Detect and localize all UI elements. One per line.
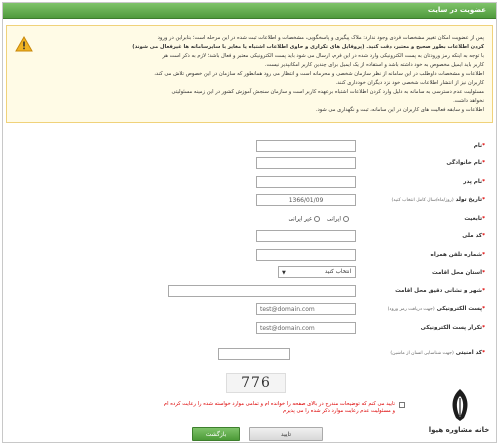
notice-line: پس از عضویت امکان تغییر مشخصات فردی وجود ندارد: ملاک پیگیری و پاسخگویی، مشخصات و اطلاعات ثبت شده در این مرحله است؛ بنابراین در ورود	[157, 35, 484, 41]
address-label: *شهر و نشانی دقیق محل اقامت	[395, 288, 485, 294]
birth-date-label: *تاریخ تولد (روز/ماه/سال کامل انتخاب کنید)	[391, 197, 485, 203]
security-code-label: *کد امنیتی (جهت شناسایی انسان از ماشین)	[390, 350, 485, 356]
notice-line: مسئولیت عدم دسترسی به سامانه به دلیل وارد کردن اطلاعات اشتباه برعهده کاربر است و سازمان سنجش آموزش کشور در این زمینه مسئولیتی	[171, 89, 484, 95]
brand-logo	[420, 388, 498, 444]
agreement-text	[95, 401, 395, 415]
notice-box	[6, 25, 493, 123]
agreement-line: و مسئولیت عدم رعایت موارد ذکر شده را می پذیرم	[283, 408, 395, 414]
notice-line: کاربران نیز از انتشار اطلاعات شخصی خود نزد دیگران خودداری کنند.	[335, 80, 484, 86]
national-code-input[interactable]	[256, 230, 356, 242]
mobile-label: *شماره تلفن همراه	[430, 252, 485, 258]
province-label: *استان محل اقامت	[432, 270, 485, 276]
father-name-label: *نام پدر	[463, 179, 485, 185]
national-code-label: *کد ملی	[462, 233, 485, 239]
pen-nib-icon	[448, 388, 472, 422]
notice-line: اطلاعات و مشخصات داوطلب در این سامانه از نظر سازمان شخصی و محرمانه است و انتظار می رود همانطور که سازمان در این خصوص تلاش می کند،	[154, 71, 484, 77]
province-selected: انتخاب کنید	[324, 269, 351, 275]
email-confirm-label: *تکرار پست الکترونیکی	[420, 325, 485, 331]
notice-line: کردن اطلاعات بطور صحیح و معتبر، دقت کنید. (پروفایل های تکراری و حاوی اطلاعات اشتباه یا مغایر با سایرسامانه ها غیرفعال می شوند)	[132, 44, 484, 50]
province-select[interactable]	[278, 266, 356, 278]
email-confirm-input[interactable]: test@domain.com	[256, 322, 356, 334]
captcha-image: 776	[226, 373, 286, 393]
agreement-checkbox[interactable]	[399, 402, 405, 408]
nationality-options	[288, 216, 349, 223]
warning-icon	[15, 36, 33, 52]
panel-title: عضویت در سایت	[427, 6, 486, 14]
security-code-input[interactable]	[218, 348, 290, 360]
back-button[interactable]: بازگشت	[192, 427, 240, 441]
email-label: *پست الکترونیکی (جهت دریافت رمز ورود)	[387, 306, 485, 312]
first-name-input[interactable]	[256, 140, 356, 152]
notice-line: اطلاعات و سابقه فعالیت های کاربران در این سامانه، ثبت و نگهداری می شود.	[315, 107, 484, 113]
email-input[interactable]: test@domain.com	[256, 303, 356, 315]
last-name-input[interactable]	[256, 157, 356, 169]
panel-header	[3, 3, 496, 19]
mobile-input[interactable]	[256, 249, 356, 261]
chevron-down-icon: ▼	[282, 270, 286, 276]
agreement-line: تایید می کنم که توضیحات مندرج در بالای صفحه را خوانده ام و تمامی موارد خواسته شده را رعایت کرده ام	[163, 401, 395, 407]
radio-non-iranian[interactable]	[314, 216, 320, 222]
notice-text	[48, 34, 484, 115]
notice-line: با توجه به اینکه رمز ورودتان به پست الکترونیکی وارد شده در این فرم، ارسال می شود باید پست الکترونیکی معتبر و فعال باشد؛ لازم به ذکر است هر	[162, 53, 484, 59]
confirm-button[interactable]: تایید	[249, 427, 323, 441]
brand-name: خانه مشاوره هیوا	[428, 426, 490, 434]
radio-iranian[interactable]	[343, 216, 349, 222]
last-name-label: *نام خانوادگی	[446, 160, 485, 166]
notice-line: نخواهد داشت.	[453, 98, 484, 104]
birth-date-input[interactable]: 1366/01/09	[256, 194, 356, 206]
address-input[interactable]	[168, 285, 356, 297]
father-name-input[interactable]	[256, 176, 356, 188]
first-name-label: *نام	[473, 143, 485, 149]
notice-line: کاربر باید ایمیل مخصوص به خود داشته باشد و استفاده از یک ایمیل برای چندین کاربر امکانپذیر نیست.	[264, 62, 484, 68]
radio-iranian-label: ایرانی	[327, 216, 341, 223]
nationality-label: *تابعیت	[464, 216, 485, 222]
radio-non-iranian-label: غیر ایرانی	[288, 216, 312, 223]
